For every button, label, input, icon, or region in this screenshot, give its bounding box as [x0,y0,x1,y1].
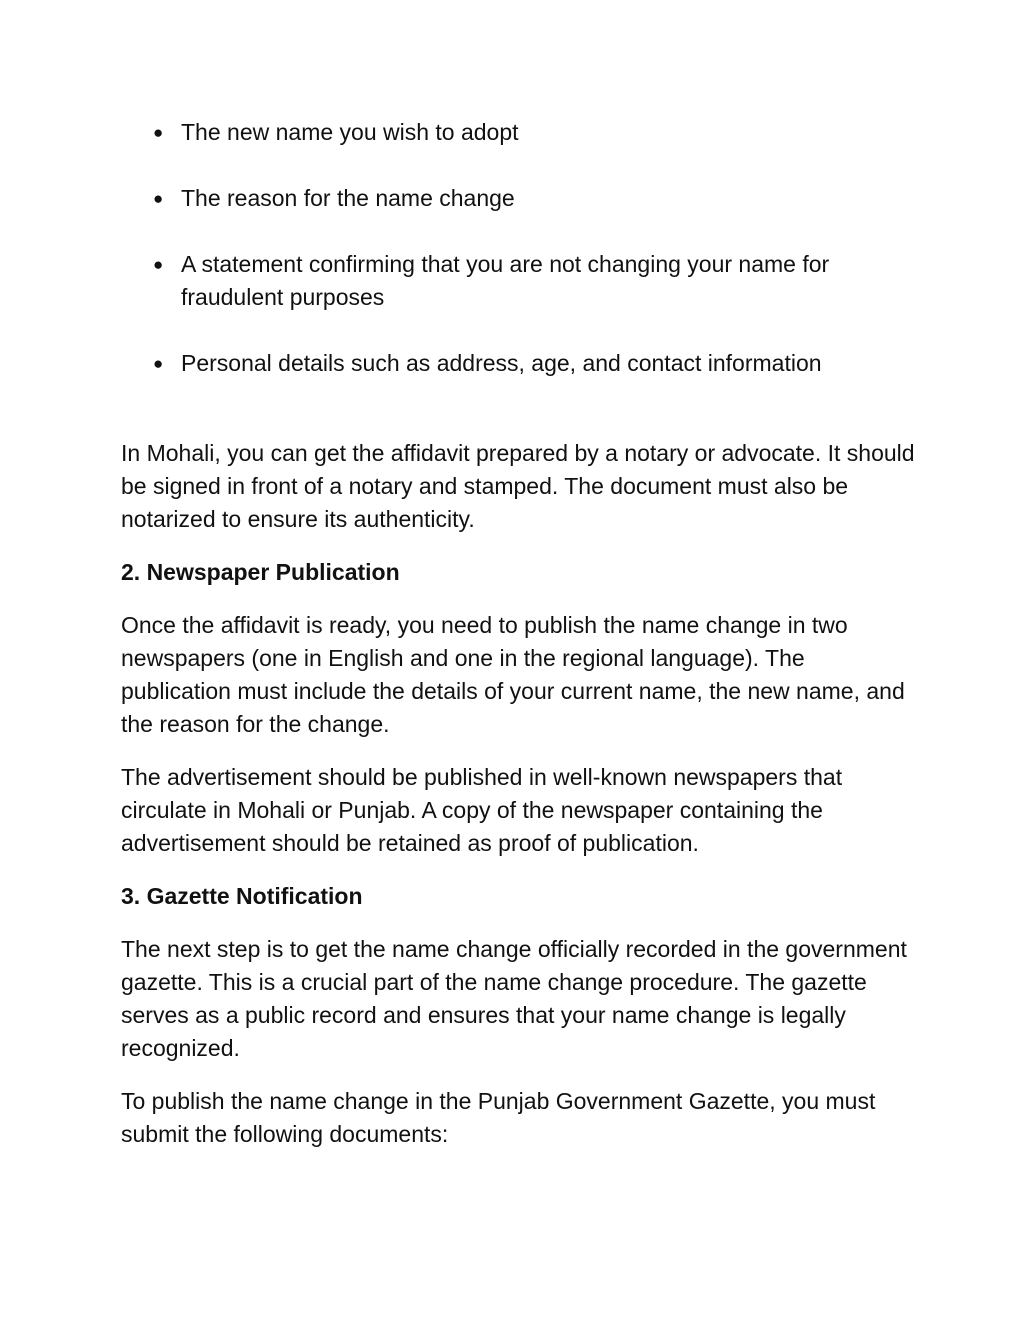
advertisement-paragraph: The advertisement should be published in well-known newspapers that circulate in Mohali or Punjab. A copy of the newspaper containing the advertisement should be retained as proof of publication. [121,764,843,856]
document-body [121,437,921,1171]
bullet-dot-icon: ● [153,123,164,142]
list-item [120,248,920,314]
affidavit-paragraph: In Mohali, you can get the affidavit prepared by a notary or advocate. It should be signed in front of a notary and stamped. The document must also be notarized to ensure its authenticity. [121,440,915,532]
gazette-notification-heading: 3. Gazette Notification [121,883,363,909]
list-item-text: A statement confirming that you are not changing your name for fraudulent purposes [181,251,830,310]
list-item [120,182,920,215]
list-item [120,116,920,149]
list-item-text: The reason for the name change [181,185,515,211]
bullet-dot-icon: ● [153,255,164,274]
newspaper-publication-heading: 2. Newspaper Publication [121,559,400,585]
bullet-dot-icon: ● [153,354,164,373]
list-item-text: The new name you wish to adopt [181,119,519,145]
newspaper-publication-paragraph: Once the affidavit is ready, you need to publish the name change in two newspapers (one in English and one in the regional language). The publication must include the details of your current name, the new name, and the reason for the change. [121,612,905,737]
list-item [120,347,920,380]
list-item-text: Personal details such as address, age, and contact information [181,350,822,376]
requirements-bullet-list [120,116,920,380]
gazette-documents-paragraph: To publish the name change in the Punjab Government Gazette, you must submit the following documents: [121,1088,876,1147]
gazette-paragraph: The next step is to get the name change officially recorded in the government gazette. This is a crucial part of the name change procedure. The gazette serves as a public record and ensures that your name change is legally recognized. [121,936,907,1061]
bullet-dot-icon: ● [153,189,164,208]
